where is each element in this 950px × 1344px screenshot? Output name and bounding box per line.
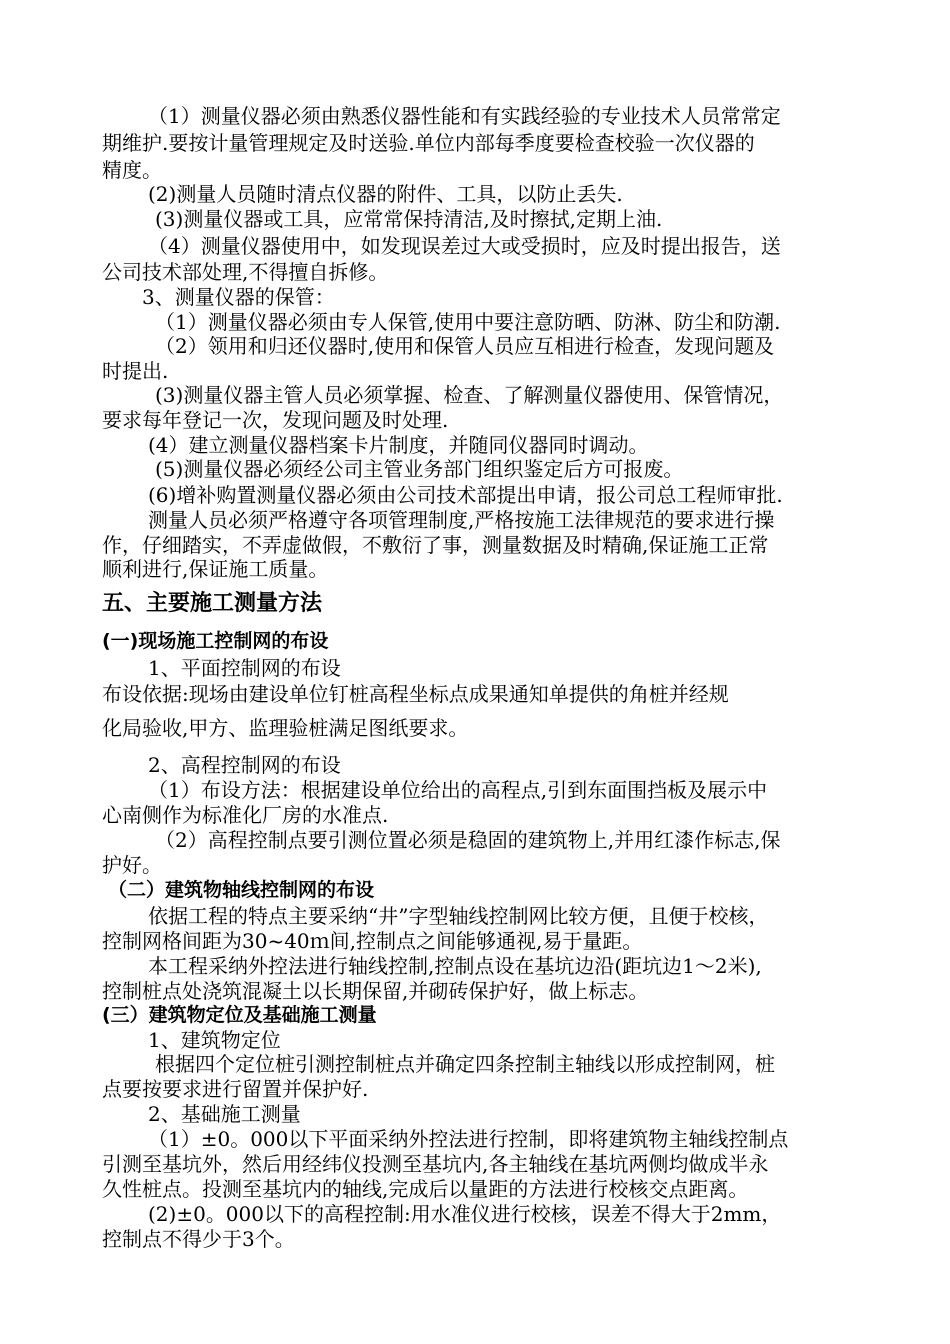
- text-line: 控制网格间距为30~40ｍ间,控制点之间能够通视,易于量距。: [102, 929, 643, 953]
- section-heading: 五、主要施工测量方法: [102, 591, 323, 616]
- text-line: 精度。: [102, 158, 162, 182]
- text-line: 本工程采纳外控法进行轴线控制,控制点设在基坑边沿(距坑边1～2米),: [148, 954, 762, 978]
- text-line: 要求每年登记一次，发现问题及时处理.: [102, 408, 449, 432]
- subsection-label: 3、测量仪器的保管：: [142, 285, 335, 309]
- text-line: 公司技术部处理,不得擅自拆修。: [102, 260, 389, 284]
- text-line: (4）建立测量仪器档案卡片制度，并随同仪器同时调动。: [148, 433, 649, 457]
- text-line: （1）测量仪器必须由熟悉仪器性能和有实践经验的专业技术人员常常定: [148, 104, 781, 128]
- text-line: 期维护.要按计量管理规定及时送验.单位内部每季度要检查校验一次仪器的: [102, 131, 755, 155]
- text-line: 时提出.: [102, 359, 169, 383]
- text-line: 依据工程的特点主要采纳“井”字型轴线控制网比较方便，且便于校核，: [148, 904, 769, 928]
- text-line: 测量人员必须严格遵守各项管理制度,严格按施工法律规范的要求进行操: [148, 508, 775, 532]
- text-line: 布设依据:现场由建设单位钉桩高程坐标点成果通知单提供的角桩并经规: [102, 682, 729, 706]
- text-line: （1）测量仪器必须由专人保管,使用中要注意防晒、防淋、防尘和防潮.: [155, 310, 781, 334]
- subsection-label: 2、基础施工测量: [148, 1102, 301, 1126]
- text-line: 控制桩点处浇筑混凝土以长期保留,并砌砖保护好，做上标志。: [102, 979, 649, 1003]
- text-line: (3)测量仪器或工具，应常常保持清洁,及时擦拭,定期上油.: [155, 207, 663, 231]
- text-line: （2）高程控制点要引测位置必须是稳固的建筑物上,并用红漆作标志,保: [155, 828, 781, 852]
- text-line: （1）布设方法：根据建设单位给出的高程点,引到东面围挡板及展示中: [148, 778, 768, 802]
- text-line: 久性桩点。投测至基坑内的轴线,完成后以量距的方法进行校核交点距离。: [102, 1177, 749, 1201]
- text-line: 顺利进行,保证施工质量。: [102, 557, 329, 581]
- text-line: （1）±0。000以下平面采纳外控法进行控制，即将建筑物主轴线控制点: [148, 1127, 789, 1151]
- text-line: 心南侧作为标准化厂房的水准点.: [102, 803, 389, 827]
- text-line: (5)测量仪器必须经公司主管业务部门组织鉴定后方可报废。: [155, 457, 684, 481]
- text-line: (2)测量人员随时清点仪器的附件、工具，以防止丢失.: [148, 182, 623, 206]
- text-line: 化局验收,甲方、监理验桩满足图纸要求。: [102, 716, 469, 740]
- subsection-heading: （二）建筑物轴线控制网的布设: [108, 879, 375, 901]
- text-line: （4）测量仪器使用中，如发现误差过大或受损时，应及时提出报告，送: [148, 234, 781, 258]
- subsection-heading: (三）建筑物定位及基础施工测量: [102, 1004, 377, 1026]
- text-line: 根据四个定位桩引测控制桩点并确定四条控制主轴线以形成控制网，桩: [155, 1052, 775, 1076]
- text-line: 引测至基坑外，然后用经纬仪投测至基坑内,各主轴线在基坑两侧均做成半永: [102, 1152, 769, 1176]
- text-line: 护好。: [102, 853, 162, 877]
- text-line: 作，仔细踏实，不弄虚做假，不敷衍了事，测量数据及时精确,保证施工正常: [102, 533, 769, 557]
- text-line: (2)±0。000以下的高程控制:用水准仪进行校核，误差不得大于2mm，: [148, 1202, 782, 1226]
- text-line: (3)测量仪器主管人员必须掌握、检查、了解测量仪器使用、保管情况，: [155, 383, 784, 407]
- text-line: 点要按要求进行留置并保护好.: [102, 1077, 369, 1101]
- subsection-label: 1、建筑物定位: [148, 1028, 281, 1052]
- subsection-heading: (一)现场施工控制网的布设: [102, 630, 329, 652]
- subsection-label: 1、平面控制网的布设: [148, 656, 341, 680]
- text-line: (6)增补购置测量仪器必须由公司技术部提出申请，报公司总工程师审批.: [148, 483, 783, 507]
- text-line: （2）领用和归还仪器时,使用和保管人员应互相进行检查，发现问题及: [155, 334, 775, 358]
- text-line: 控制点不得少于3个。: [102, 1227, 295, 1251]
- subsection-label: 2、高程控制网的布设: [148, 753, 341, 777]
